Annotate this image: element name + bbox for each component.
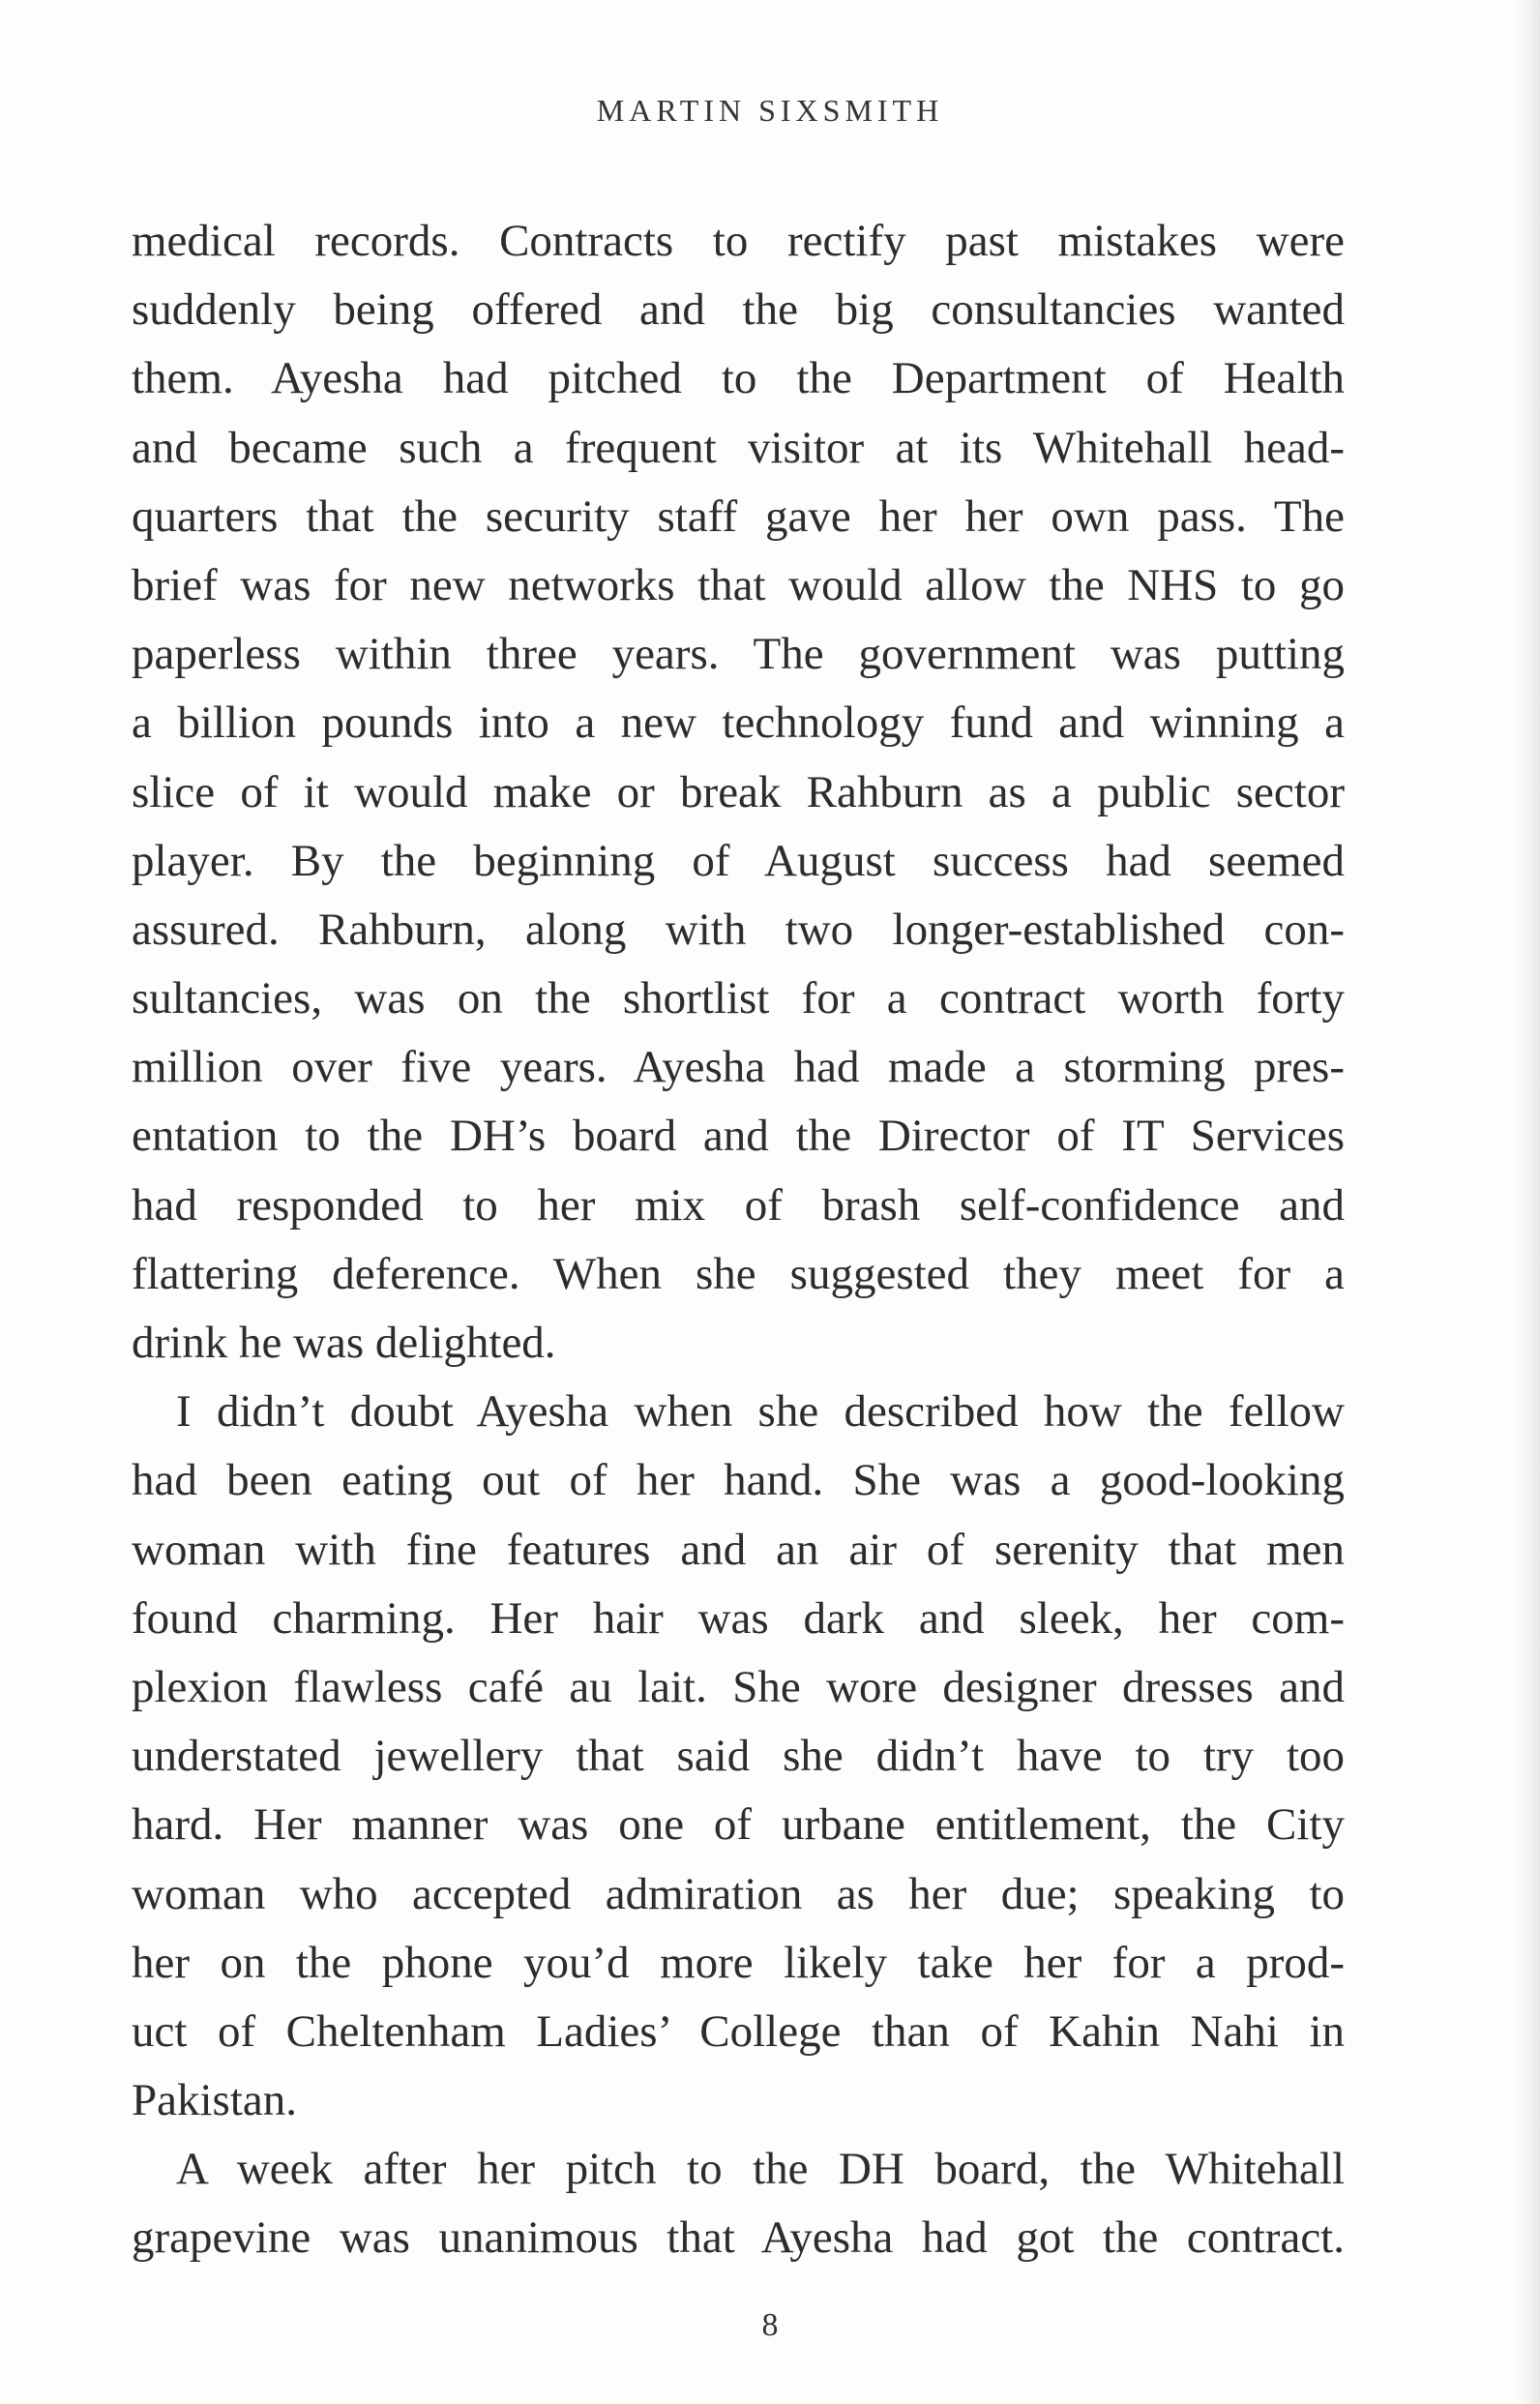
text-line: player. By the beginning of August success had seemed xyxy=(132,835,1345,886)
text-line: understated jewellery that said she didn’t have to try too xyxy=(132,1731,1345,1782)
page-number: 8 xyxy=(761,2307,779,2343)
paragraph-start-line: I didn’t doubt Ayesha when she described how the fellow xyxy=(176,1386,1345,1438)
body-text xyxy=(132,207,1345,2273)
text-line: assured. Rahburn, along with two longer-established con- xyxy=(132,904,1345,955)
text-line: entation to the DH’s board and the Director of IT Services xyxy=(132,1111,1345,1162)
text-line: medical records. Contracts to rectify past mistakes were xyxy=(132,216,1345,266)
text-line: brief was for new networks that would allow the NHS to go xyxy=(132,559,1345,610)
text-line: found charming. Her hair was dark and sleek, her com- xyxy=(132,1592,1345,1644)
text-line: them. Ayesha had pitched to the Department of Health xyxy=(132,353,1345,404)
text-line: quarters that the security staff gave her her own pass. The xyxy=(132,490,1345,542)
text-line: hard. Her manner was one of urbane entitlement, the City xyxy=(132,1799,1345,1851)
text-line: suddenly being offered and the big consultancies wanted xyxy=(132,284,1345,336)
text-line: a billion pounds into a new technology fund and winning a xyxy=(132,697,1345,749)
text-line: million over five years. Ayesha had made a storming pres- xyxy=(132,1042,1345,1093)
paragraph-start-line: A week after her pitch to the DH board, the Whitehall xyxy=(176,2144,1345,2195)
text-line: had responded to her mix of brash self-confidence and xyxy=(132,1179,1345,1231)
text-line: had been eating out of her hand. She was a good-looking xyxy=(132,1455,1345,1506)
text-line: woman with fine features and an air of serenity that men xyxy=(132,1524,1345,1575)
text-line: plexion flawless café au lait. She wore designer dresses and xyxy=(132,1661,1345,1712)
paragraph-end-line: drink he was delighted. xyxy=(132,1318,556,1368)
text-line: slice of it would make or break Rahburn as a public sector xyxy=(132,766,1345,817)
text-line: her on the phone you’d more likely take her for a prod- xyxy=(132,1937,1345,1988)
text-line: paperless within three years. The government was putting xyxy=(132,629,1345,680)
text-line: uct of Cheltenham Ladies’ College than of Kahin Nahi in xyxy=(132,2005,1345,2057)
text-line: flattering deference. When she suggested they meet for a xyxy=(132,1248,1345,1299)
page-edge-shadow xyxy=(1515,0,1540,2404)
paragraph-end-line: Pakistan. xyxy=(132,2075,298,2126)
text-line: sultancies, was on the shortlist for a contract worth forty xyxy=(132,973,1345,1024)
text-line: and became such a frequent visitor at its Whitehall head- xyxy=(132,422,1345,473)
running-head: MARTIN SIXSMITH xyxy=(596,93,944,128)
text-line: woman who accepted admiration as her due; speaking to xyxy=(132,1868,1345,1919)
text-line: grapevine was unanimous that Ayesha had got the contract. xyxy=(132,2212,1345,2264)
